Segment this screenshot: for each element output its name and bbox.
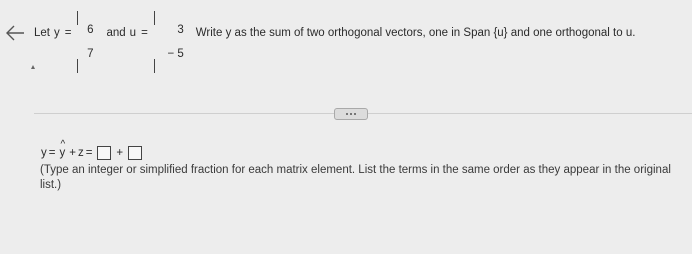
answer-y: y xyxy=(41,147,47,159)
answer-equation xyxy=(41,139,145,160)
right-bracket xyxy=(154,59,155,73)
y-hat-letter: y xyxy=(59,147,66,159)
hat-symbol: ^ xyxy=(60,139,66,150)
y-vector-entry-1: 6 xyxy=(87,24,94,36)
answer-plus: + xyxy=(116,147,124,159)
expand-handle-button[interactable] xyxy=(334,108,368,120)
caret-up-icon xyxy=(30,64,36,70)
problem-statement xyxy=(34,12,636,60)
answer-equals: = xyxy=(85,147,93,159)
answer-equals: = xyxy=(48,147,56,159)
y-vector-entry-2: 7 xyxy=(87,48,94,60)
u-vector-entry-2: − 5 xyxy=(167,48,184,60)
answer-plus: + xyxy=(69,147,76,159)
answer-z: z xyxy=(77,147,84,159)
and-label: and xyxy=(106,27,126,39)
y-hat xyxy=(59,139,66,159)
left-bracket xyxy=(154,11,155,25)
equals-sign: = xyxy=(141,27,148,39)
answer-input-box-2[interactable] xyxy=(128,146,142,160)
dot-icon xyxy=(346,113,348,115)
right-bracket xyxy=(77,59,78,73)
answer-input-box-1[interactable] xyxy=(97,146,111,160)
u-vector-entry-1: 3 xyxy=(177,24,184,36)
dot-icon xyxy=(354,113,356,115)
instructions-text: (Type an integer or simplified fraction for each matrix element. List the terms in the same order as they appear in the original list.) xyxy=(40,164,671,191)
equals-sign: = xyxy=(64,27,72,39)
u-variable: u xyxy=(129,27,137,39)
y-vector-matrix xyxy=(77,12,99,60)
back-arrow-icon[interactable] xyxy=(4,22,26,44)
problem-text: Write y as the sum of two orthogonal vectors, one in Span {u} and one orthogonal to u. xyxy=(195,27,636,39)
u-vector-matrix xyxy=(154,12,190,60)
let-label: Let xyxy=(34,27,50,39)
y-variable: y xyxy=(54,27,60,39)
left-bracket xyxy=(77,11,78,25)
dot-icon xyxy=(350,113,352,115)
